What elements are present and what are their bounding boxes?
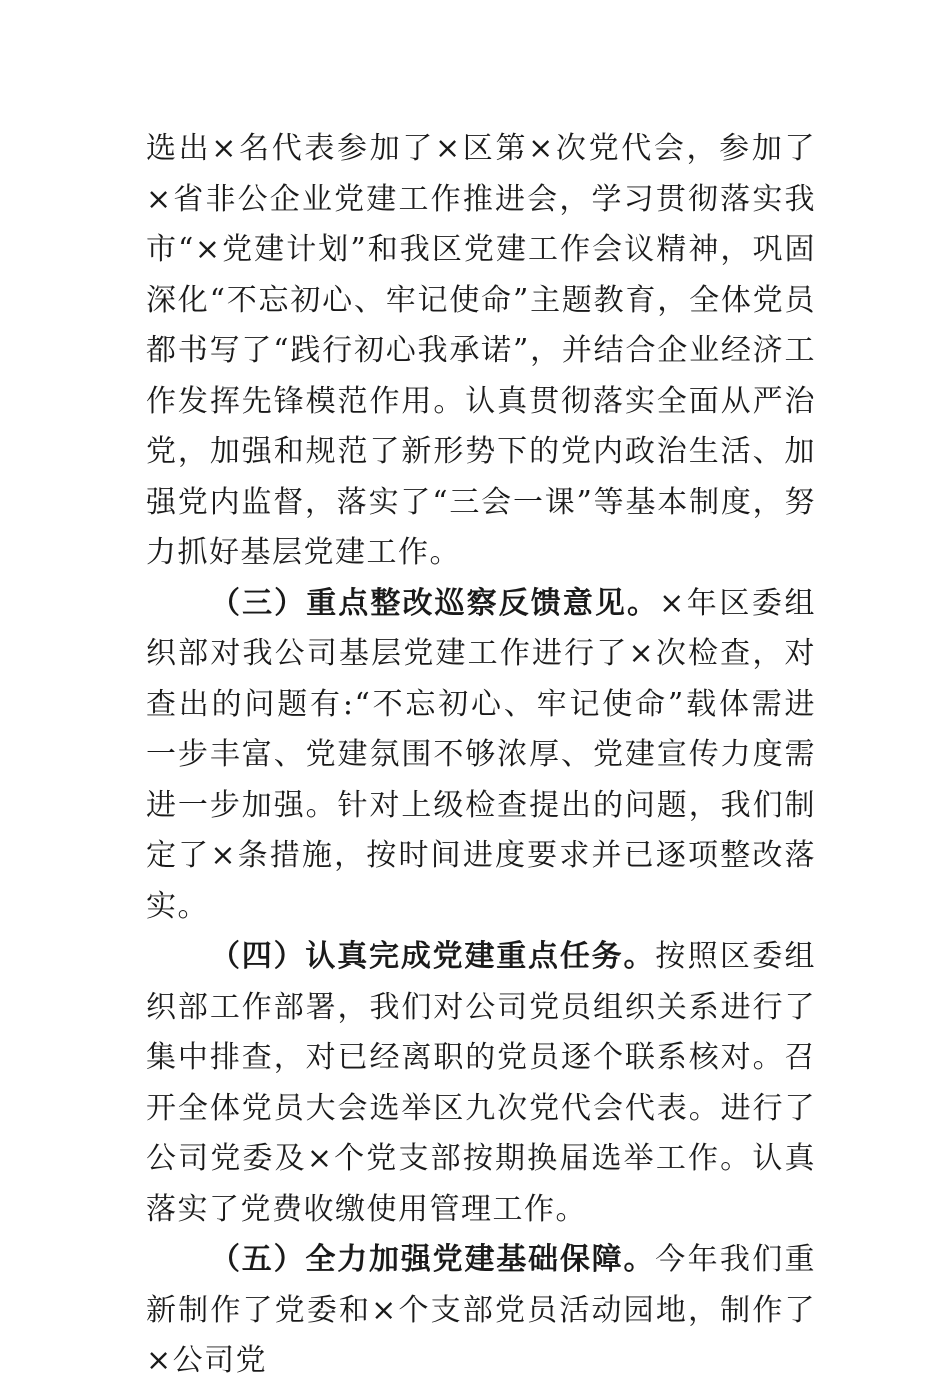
paragraph-text: ×年区委组织部对我公司基层党建工作进行了×次检查，对查出的问题有:“不忘初心、牢记使命”载体需进一步丰富、党建氛围不够浓厚、党建宣传力度需进一步加强。针对上级检查提出的问题，我们制定了×条措施，按时间进度要求并已逐项整改落实。 — [146, 585, 817, 924]
paragraph-text: 今年我们重新制作了党委和×个支部党员活动园地，制作了×公司党 — [146, 1242, 817, 1378]
paragraph-section-4 — [146, 932, 816, 1235]
section-heading: （三）重点整改巡察反馈意见。 — [210, 585, 660, 621]
paragraph-text: 选出×名代表参加了×区第×次党代会，参加了×省非公企业党建工作推进会，学习贯彻落实我市“×党建计划”和我区党建工作会议精神，巩固深化“不忘初心、牢记使命”主题教育，全体党员都书写了“践行初心我承诺”，并结合企业经济工作发挥先锋模范作用。认真贯彻落实全面从严治党，加强和规范了新形势下的党内政治生活、加强党内监督，落实了“三会一课”等基本制度，努力抓好基层党建工作。 — [146, 131, 816, 570]
section-heading: （五）全力加强党建基础保障。 — [210, 1242, 656, 1277]
paragraph-text: 按照区委组织部工作部署，我们对公司党员组织关系进行了集中排查，对已经离职的党员逐个联系核对。召开全体党员大会选举区九次党代会代表。进行了公司党委及×个党支部按期换届选举工作。认真落实了党费收缴使用管理工作。 — [146, 939, 817, 1227]
document-body — [146, 124, 816, 1387]
paragraph-section-3 — [146, 579, 816, 933]
section-heading: （四）认真完成党建重点任务。 — [210, 939, 656, 974]
paragraph-continuation — [146, 124, 816, 579]
paragraph-section-5 — [146, 1235, 816, 1387]
